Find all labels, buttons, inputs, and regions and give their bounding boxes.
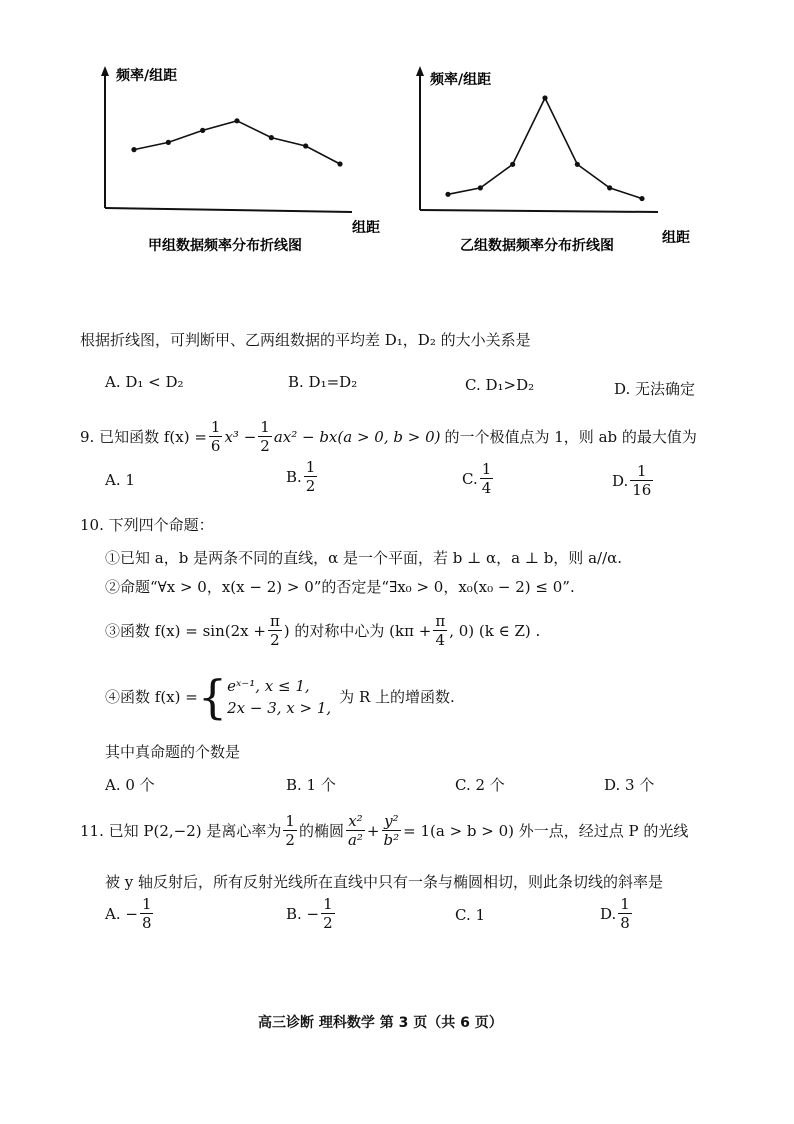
chart-yi-point-0 xyxy=(445,192,450,197)
chart-yi xyxy=(400,60,730,260)
q9-stem xyxy=(80,418,697,455)
q10-prop-3-pre: ③函数 f(x) = sin(2x + xyxy=(105,621,266,640)
chart-yi-point-1 xyxy=(478,185,483,190)
q9-option-d-label: D. xyxy=(612,471,629,490)
q10-option-d: D. 3 个 xyxy=(604,776,655,794)
q10-frac-pi-4: $\frac{\pi}{4}$ xyxy=(435,612,446,649)
q11-frac-y2-b2: $\frac{\text{y²}}{\text{b²}}$ xyxy=(383,812,400,849)
q10-option-a: A. 0 个 xyxy=(105,776,155,794)
q10-prop-4-case-2: 2x − 3, x > 1, xyxy=(227,699,332,717)
q9-term-x3: x³ − xyxy=(224,427,257,446)
chart-jia-point-1 xyxy=(166,140,171,145)
q9-option-a: A. 1 xyxy=(105,471,135,489)
chart-jia-point-6 xyxy=(337,161,342,166)
chart-jia-series xyxy=(131,118,342,166)
q10-prop-3-mid: ) 的对称中心为 (kπ + xyxy=(283,621,432,640)
q11-option-c: C. 1 xyxy=(455,906,486,924)
chart-yi-point-6 xyxy=(639,196,644,201)
chart-jia-point-2 xyxy=(200,128,205,133)
chart-yi-caption: 乙组数据频率分布折线图 xyxy=(460,238,614,254)
q11-line-1-mid: 的椭圆 xyxy=(298,821,344,840)
q11-option-b-label: B. − xyxy=(286,904,320,923)
chart-jia-caption: 甲组数据频率分布折线图 xyxy=(148,238,302,254)
q8-option-a: A. D₁ < D₂ xyxy=(105,373,184,391)
q11-plus: + xyxy=(366,821,380,840)
q9-option-b-label: B. xyxy=(286,467,302,486)
q11-line-1 xyxy=(80,812,688,849)
chart-jia-point-3 xyxy=(234,118,239,123)
q11-frac-x2-a2: $\frac{\text{x²}}{\text{a²}}$ xyxy=(347,812,363,849)
chart-jia-line xyxy=(134,121,340,164)
q9-option-c-frac: $\frac{1}{4}$ xyxy=(481,460,492,497)
q11-frac-half: $\frac{1}{2}$ xyxy=(285,812,295,849)
chart-jia-ylabel: 频率/组距 xyxy=(116,68,178,84)
chart-jia-xlabel: 组距 xyxy=(352,220,380,236)
q11-option-d xyxy=(600,895,634,932)
chart-yi-point-2 xyxy=(510,162,515,167)
q11-option-a xyxy=(105,895,155,932)
q8-option-c: C. D₁>D₂ xyxy=(465,376,535,394)
q10-frac-pi-2: $\frac{\pi}{2}$ xyxy=(269,612,280,649)
q10-prop-4-brace: { xyxy=(197,670,228,724)
q11-option-d-label: D. xyxy=(600,904,617,923)
q10-prop-4-pre: ④函数 f(x) = xyxy=(105,688,198,706)
q8-option-d: D. 无法确定 xyxy=(614,380,696,398)
q9-option-c xyxy=(462,460,495,497)
q10-option-b: B. 1 个 xyxy=(286,776,336,794)
chart-yi-ylabel: 频率/组距 xyxy=(430,72,492,88)
q10-prop-1: ①已知 a，b 是两条不同的直线，α 是一个平面，若 b ⊥ α，a ⊥ b，则 a//α. xyxy=(105,549,623,567)
chart-jia-point-4 xyxy=(269,135,274,140)
q9-frac-sixth: $\frac{1}{6}$ xyxy=(210,418,221,455)
chart-yi-series xyxy=(445,95,644,201)
q9-stem-pre: 9. 已知函数 f(x) = xyxy=(80,427,207,446)
q11-line-2: 被 y 轴反射后，所有反射光线所在直线中只有一条与椭圆相切，则此条切线的斜率是 xyxy=(105,873,664,891)
chart-jia-point-5 xyxy=(303,143,308,148)
q11-line-1-post: = 1(a > b > 0) 外一点，经过点 P 的光线 xyxy=(403,821,689,840)
chart-yi-xlabel: 组距 xyxy=(662,230,690,246)
q11-option-a-frac: $\frac{1}{8}$ xyxy=(141,895,152,932)
q11-option-b-frac: $\frac{1}{2}$ xyxy=(323,895,333,932)
chart-yi-point-3 xyxy=(542,95,547,100)
q10-prop-3-post: , 0) (k ∈ Z) . xyxy=(449,621,541,640)
q9-option-b-frac: $\frac{1}{2}$ xyxy=(305,458,316,495)
q10-prop-2: ②命题“∀x > 0，x(x − 2) > 0”的否定是“∃x₀ > 0，x₀(x₀ − 2) ≤ 0”. xyxy=(105,578,575,596)
q9-stem-post: 的一个极值点为 1，则 ab 的最大值为 xyxy=(444,427,697,446)
q9-option-c-label: C. xyxy=(462,469,478,488)
q11-option-b xyxy=(286,895,337,932)
q10-prop-4 xyxy=(105,670,455,724)
q10-prop-3 xyxy=(105,612,540,649)
q9-frac-half: $\frac{1}{2}$ xyxy=(260,418,270,455)
q10-prop-4-case-1: eˣ⁻¹, x ≤ 1, xyxy=(227,677,310,695)
q9-option-b xyxy=(286,458,319,495)
q11-option-d-frac: $\frac{1}{8}$ xyxy=(620,895,630,932)
q10-stem: 10. 下列四个命题： xyxy=(80,516,214,534)
q10-option-c: C. 2 个 xyxy=(455,776,505,794)
chart-yi-point-4 xyxy=(575,162,580,167)
chart-jia-point-0 xyxy=(131,147,136,152)
q8-stem: 根据折线图，可判断甲、乙两组数据的平均差 D₁，D₂ 的大小关系是 xyxy=(80,331,531,349)
chart-yi-line xyxy=(448,98,642,199)
q10-prop-4-cases xyxy=(227,675,331,719)
q10-prop-4-post: 为 R 上的增函数. xyxy=(339,688,455,706)
chart-jia xyxy=(80,60,400,260)
q9-term-rest: ax² − bx(a > 0, b > 0) xyxy=(273,427,441,446)
q8-option-b: B. D₁=D₂ xyxy=(288,373,358,391)
q9-option-d xyxy=(612,462,655,499)
q11-line-1-pre: 11. 已知 P(2,−2) 是离心率为 xyxy=(80,821,282,840)
q10-ask: 其中真命题的个数是 xyxy=(105,743,241,761)
page-footer: 高三诊断 理科数学 第 3 页（共 6 页） xyxy=(258,1015,503,1031)
chart-yi-point-5 xyxy=(607,185,612,190)
q11-option-a-label: A. − xyxy=(105,904,138,923)
q9-option-d-frac: $\frac{1}{16}$ xyxy=(632,462,652,499)
